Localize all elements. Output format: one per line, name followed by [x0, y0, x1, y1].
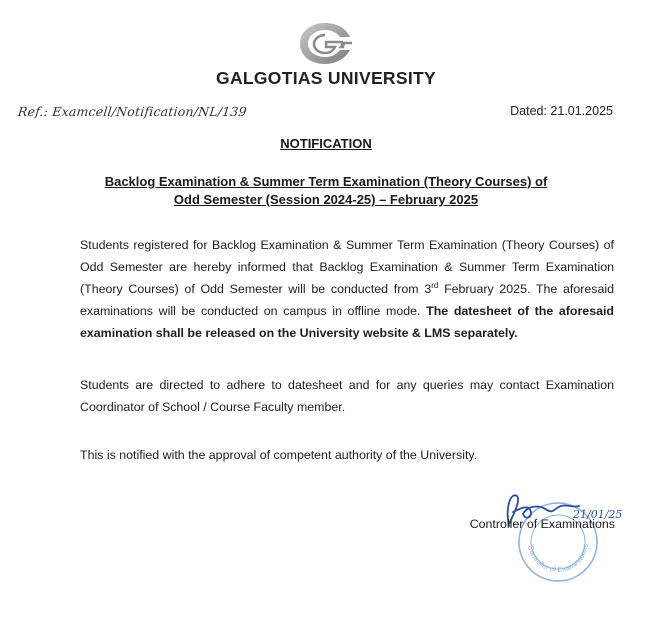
- paragraph-schedule-text-1: Students registered for Backlog Examination & Summer Term Examination (Theory Courses) of Odd Semester are hereby informed that Backlog Examination & Summer Term Examination (Theory Courses) of Odd Semester will be conducted from 3: [80, 238, 614, 296]
- paragraph-queries: Students are directed to adhere to datesheet and for any queries may contact Examination Coordinator of School / Course Faculty member.: [80, 378, 614, 414]
- paragraph-schedule-text-2: February 2025. The aforesaid examinations will be conducted on campus in offline mode.: [80, 282, 614, 318]
- signatory-title: Controller of Examinations: [469, 517, 615, 531]
- notification-title: NOTIFICATION: [280, 136, 372, 151]
- subject-line-2: Odd Semester (Session 2024-25) – February 2025: [173, 192, 479, 207]
- paragraph-schedule: [80, 234, 614, 344]
- notification-subject: [70, 173, 582, 209]
- signature-date: 21/01/25: [573, 508, 623, 521]
- paragraph-approval: This is notified with the approval of competent authority of the University.: [80, 448, 478, 462]
- galgotias-logo-icon: [296, 20, 354, 66]
- svg-text:Controller of Examinations: Controller of Examinations: [526, 543, 590, 575]
- university-name: GALGOTIAS UNIVERSITY: [216, 68, 436, 88]
- ordinal-suffix: rd: [431, 280, 439, 290]
- subject-line-1: Backlog Examination & Summer Term Examination (Theory Courses) of: [104, 174, 548, 189]
- reference-number: Ref.: Examcell/Notification/NL/139: [17, 104, 248, 119]
- dated-label: Dated: 21.01.2025: [510, 104, 613, 118]
- paragraph-schedule-bold: The datesheet of the aforesaid examination shall be released on the University website & LMS separately.: [80, 304, 614, 340]
